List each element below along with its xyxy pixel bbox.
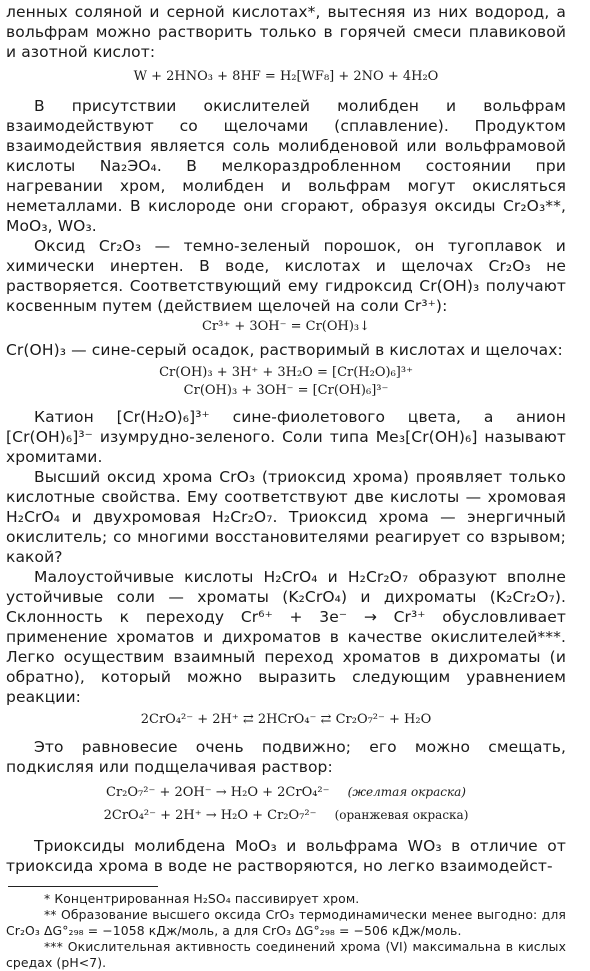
equation-chromium-hydroxide: Cr³⁺ + 3OH⁻ = Cr(OH)₃↓: [201, 319, 371, 334]
footnote-1: * Концентрированная H₂SO₄ пассивирует хром.: [44, 891, 360, 906]
paragraph-6: Высший оксид хрома CrO₃ (триоксид хрома) проявляет только кислотные свойства. Ему соответствуют две кислоты — хромовая H₂CrO₄ и двухромовая H₂Cr₂O₇. Триоксид хрома — энергичный окислитель; со многими восстановителями реагирует со взрывом; какой?: [6, 468, 566, 566]
footnote-3: *** Окислительная активность соединений хрома (VI) максимальна в кислых средах (pH<7).: [6, 939, 566, 970]
equation-tungsten-dissolution: W + 2HNO₃ + 8HF = H₂[WF₈] + 2NO + 4H₂O: [133, 69, 439, 84]
paragraph-4: Cr(OH)₃ — сине-серый осадок, растворимый в кислотах и щелочах:: [6, 341, 563, 359]
equation-base-reaction: Cr(OH)₃ + 3OH⁻ = [Cr(OH)₆]³⁻: [183, 383, 389, 398]
equation-group-amphoteric: [6, 364, 566, 400]
footnote-2: ** Образование высшего оксида CrO₃ термодинамически менее выгодно: для Cr₂O₃ ΔG°₂₉₈ = −1058 кДж/моль, а для CrO₃ ΔG°₂₉₈ = −506 кДж/моль.: [6, 907, 566, 938]
paragraph-2: В присутствии окислителей молибден и вольфрам взаимодействуют со щелочами (сплавление). Продуктом взаимодействия является соль молибденовой или вольфрамовой кислоты Na₂ЭO₄. В мелкораздробленном состоянии при нагревании хром, молибден и вольфрам могут окисляться неметаллами. В кислороде они сгорают, образуя оксиды Cr₂O₃**, MoO₃, WO₃.: [6, 97, 566, 235]
yellow-color-note: (желтая окраска): [347, 785, 466, 799]
equation-group-equilibrium: [6, 781, 566, 827]
document-page: [6, 0, 566, 971]
equation-acid-shift: [6, 804, 566, 827]
equation-alkaline-text: Cr₂O₇²⁻ + 2OH⁻ → H₂O + 2CrO₄²⁻: [106, 785, 330, 800]
footnote-divider: [8, 886, 158, 887]
paragraph-8: Это равновесие очень подвижно; его можно смещать, подкисляя или подщелачивая раствор:: [6, 738, 566, 776]
paragraph-7: Малоустойчивые кислоты H₂CrO₄ и H₂Cr₂O₇ образуют вполне устойчивые соли — хроматы (K₂CrO₄) и дихроматы (K₂Cr₂O₇). Склонность к переходу Cr⁶⁺ + 3e⁻ → Cr³⁺ обусловливает применение хроматов и дихроматов в качестве окислителей***. Легко осуществим взаимный переход хроматов в дихроматы (и обратно), который можно выразить следующим уравнением реакции:: [6, 568, 566, 706]
equation-acid-reaction: Cr(OH)₃ + 3H⁺ + 3H₂O = [Cr(H₂O)₆]³⁺: [159, 365, 413, 380]
paragraph-9: Триоксиды молибдена MoO₃ и вольфрама WO₃ в отличие от триоксида хрома в воде не растворяются, но легко взаимодейст-: [6, 837, 566, 875]
equation-chromate-dichromate: 2CrO₄²⁻ + 2H⁺ ⇄ 2HCrO₄⁻ ⇄ Cr₂O₇²⁻ + H₂O: [140, 712, 432, 727]
equation-alkaline-shift: [6, 781, 566, 804]
equation-acid-text: 2CrO₄²⁻ + 2H⁺ → H₂O + Cr₂O₇²⁻: [103, 808, 317, 823]
paragraph-5: Катион [Cr(H₂O)₆]³⁺ сине-фиолетового цвета, а анион [Cr(OH)₆]³⁻ изумрудно-зеленого. Соли типа Me₃[Cr(OH)₆] называют хромитами.: [6, 408, 566, 466]
orange-color-note: (оранжевая окраска): [334, 808, 469, 822]
paragraph-1: ленных соляной и серной кислотах*, вытесняя из них водород, а вольфрам можно растворить только в горячей смеси плавиковой и азотной кислот:: [6, 3, 566, 61]
paragraph-3: Оксид Cr₂O₃ — темно-зеленый порошок, он тугоплавок и химически инертен. В воде, кислотах и щелочах Cr₂O₃ не растворяется. Соответствующий ему гидроксид Cr(OH)₃ получают косвенным путем (действием щелочей на соли Cr³⁺):: [6, 237, 566, 315]
